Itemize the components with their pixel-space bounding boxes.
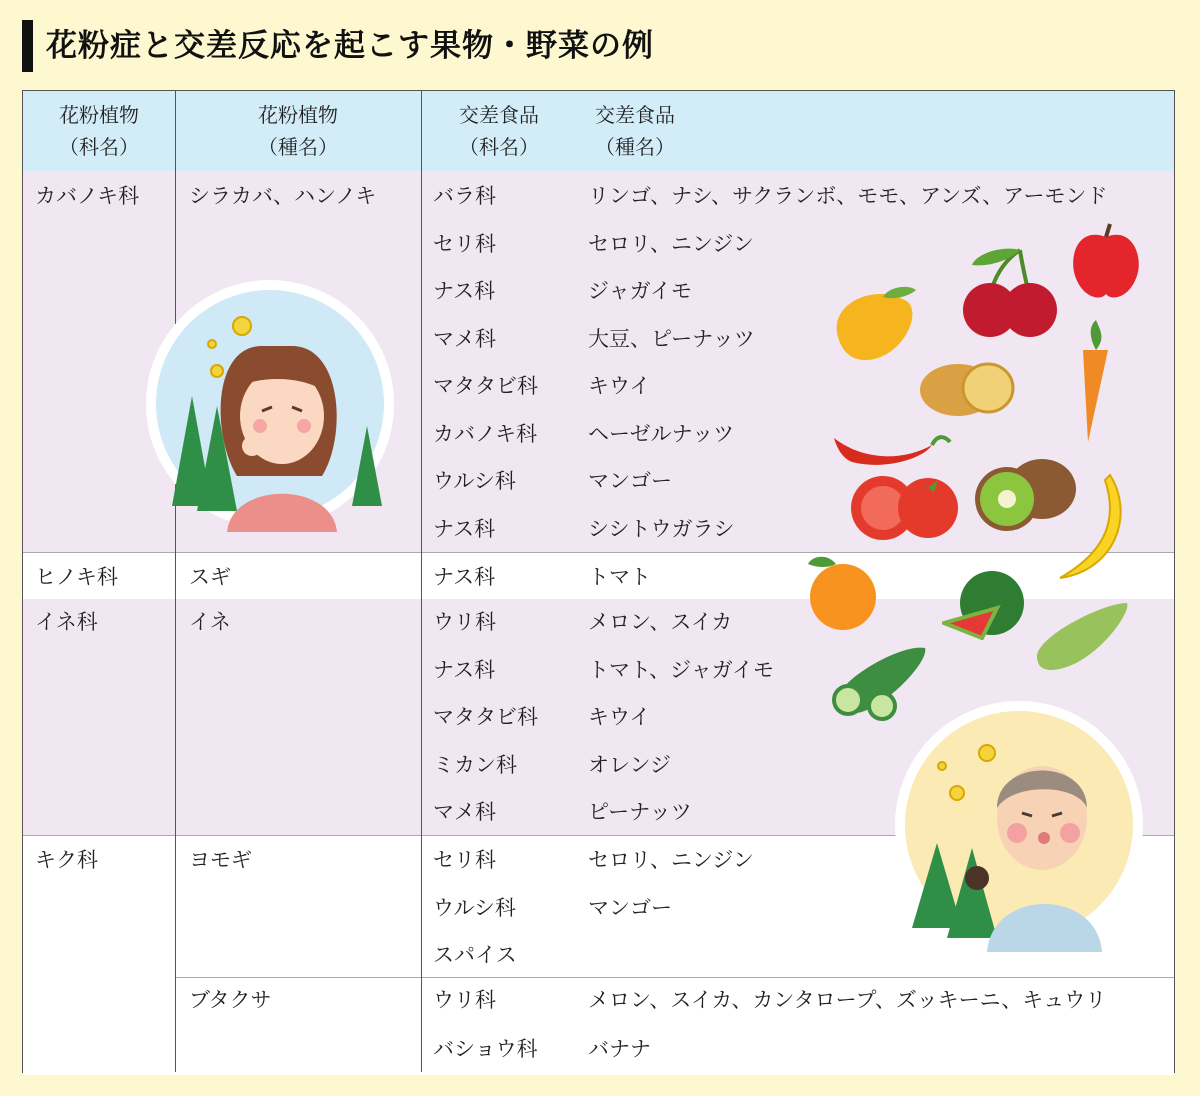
pollen-species-cell: シラカバ、ハンノキ: [189, 184, 377, 208]
food-family-cell: スパイス: [433, 943, 517, 967]
food-items-cell: キウイ: [588, 705, 651, 729]
food-items-cell: ヘーゼルナッツ: [588, 422, 735, 446]
food-items-cell: バナナ: [588, 1037, 651, 1061]
pollen-family-cell: ヒノキ科: [35, 565, 118, 589]
food-items-cell: オレンジ: [588, 753, 671, 777]
watermelon-illustration: [942, 568, 1028, 640]
pollen-family-cell: イネ科: [35, 610, 98, 634]
food-family-cell: カバノキ科: [433, 422, 538, 446]
pollen-species-cell: ブタクサ: [189, 988, 272, 1012]
food-items-cell: ジャガイモ: [588, 279, 692, 303]
pollen-species-cell: スギ: [189, 565, 231, 589]
food-family-cell: マタタビ科: [433, 705, 538, 729]
orange-illustration: [806, 552, 880, 632]
food-family-cell: バラ科: [433, 184, 496, 208]
food-items-cell: リンゴ、ナシ、サクランボ、モモ、アンズ、アーモンド: [588, 184, 1108, 208]
subrow-separator: [175, 977, 1174, 978]
food-family-cell: セリ科: [433, 232, 496, 256]
food-items-cell: メロン、スイカ、カンタロープ、ズッキーニ、キュウリ: [588, 988, 1107, 1012]
header-line: （科名）: [59, 135, 139, 159]
food-items-cell: 大豆、ピーナッツ: [588, 327, 755, 351]
food-family-cell: ウルシ科: [433, 469, 516, 493]
header-food-family: [443, 99, 555, 163]
tomato-illustration: [848, 468, 960, 540]
food-family-cell: ミカン科: [433, 753, 517, 777]
food-family-cell: バショウ科: [433, 1037, 538, 1061]
food-family-cell: マメ科: [433, 800, 496, 824]
carrot-illustration: [1068, 320, 1118, 445]
pollen-species-cell: イネ: [189, 610, 231, 634]
food-family-cell: ナス科: [433, 565, 496, 589]
food-family-cell: ウルシ科: [433, 896, 516, 920]
food-items-cell: トマト、ジャガイモ: [588, 658, 775, 682]
banana-illustration: [1055, 470, 1137, 582]
pollen-family-cell: キク科: [35, 848, 98, 872]
cucumber-illustration: [830, 638, 932, 722]
zucchini-illustration: [1032, 598, 1134, 674]
food-items-cell: セロリ、ニンジン: [588, 232, 754, 256]
header-line: 交差食品: [595, 103, 675, 127]
food-items-cell: キウイ: [588, 374, 651, 398]
mango-illustration: [828, 282, 920, 364]
potato-illustration: [918, 358, 1016, 420]
food-family-cell: セリ科: [433, 848, 496, 872]
header-food-species: [579, 99, 691, 163]
header-line: （種名）: [258, 135, 338, 159]
header-line: （種名）: [595, 135, 675, 159]
pollen-species-cell: ヨモギ: [189, 848, 252, 872]
title-accent-bar: [22, 20, 33, 72]
food-family-cell: ウリ科: [433, 988, 496, 1012]
header-line: 花粉植物: [59, 103, 139, 127]
food-family-cell: ナス科: [433, 279, 496, 303]
cherry-illustration: [960, 245, 1060, 340]
food-family-cell: ナス科: [433, 658, 496, 682]
chili-pepper-illustration: [832, 430, 952, 470]
food-items-cell: マンゴー: [588, 896, 672, 920]
apple-illustration: [1070, 222, 1142, 302]
food-family-cell: ナス科: [433, 517, 496, 541]
header-pollen-family: [23, 99, 175, 163]
food-items-cell: メロン、スイカ: [588, 610, 733, 634]
food-items-cell: セロリ、ニンジン: [588, 848, 754, 872]
header-line: （科名）: [459, 135, 539, 159]
pollen-family-cell: カバノキ科: [35, 184, 140, 208]
food-items-cell: マンゴー: [588, 469, 672, 493]
food-items-cell: トマト: [588, 565, 651, 589]
column-divider: [421, 91, 422, 1072]
food-items-cell: シシトウガラシ: [588, 517, 735, 541]
food-family-cell: マメ科: [433, 327, 496, 351]
page-title: 花粉症と交差反応を起こす果物・野菜の例: [46, 28, 654, 64]
food-family-cell: マタタビ科: [433, 374, 538, 398]
man-allergy-illustration: [892, 698, 1146, 952]
food-items-cell: ピーナッツ: [588, 800, 692, 824]
column-divider: [175, 91, 176, 1072]
header-line: 花粉植物: [258, 103, 338, 127]
food-family-cell: ウリ科: [433, 610, 496, 634]
woman-sneezing-illustration: [142, 276, 398, 532]
header-line: 交差食品: [459, 103, 539, 127]
header-pollen-species: [175, 99, 421, 163]
